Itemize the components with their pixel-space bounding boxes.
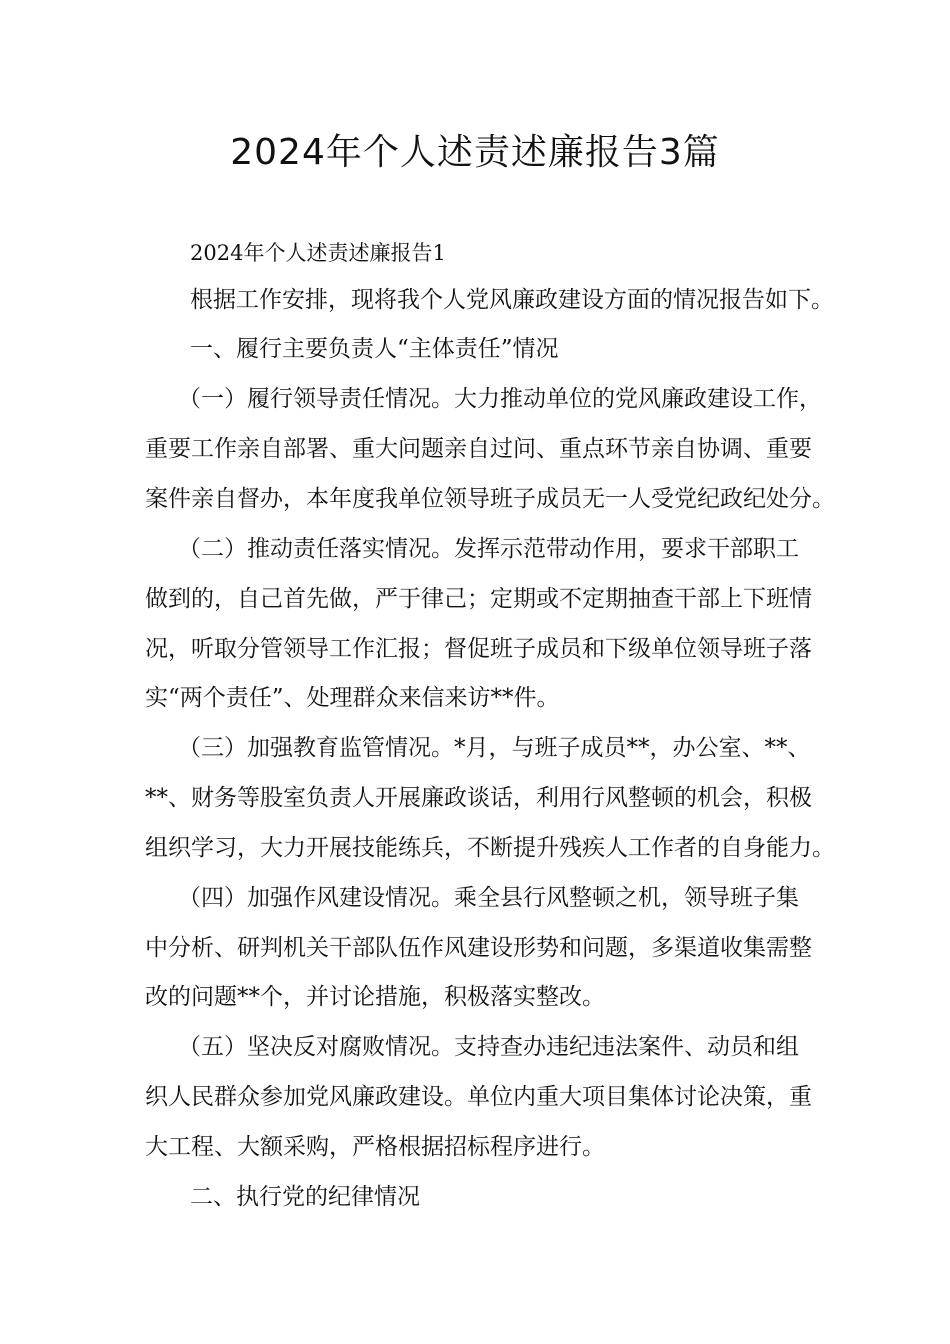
paragraph-line: 重要工作亲自部署、重大问题亲自过问、重点环节亲自协调、重要 <box>145 436 812 462</box>
paragraph-line: 根据工作安排，现将我个人党风廉政建设方面的情况报告如下。 <box>190 287 834 313</box>
paragraph-line: **、财务等股室负责人开展廉政谈话，利用行风整顿的机会，积极 <box>145 785 812 811</box>
paragraph-line: （五）坚决反对腐败情况。支持查办违纪违法案件、动员和组 <box>178 1034 799 1060</box>
paragraph-line: 组织学习，大力开展技能练兵，不断提升残疾人工作者的自身能力。 <box>145 835 835 861</box>
paragraph-line: （四）加强作风建设情况。乘全县行风整顿之机，领导班子集 <box>178 885 799 911</box>
section-heading: 2024年个人述责述廉报告1 <box>190 241 446 265</box>
paragraph-line: 大工程、大额采购，严格根据招标程序进行。 <box>145 1134 605 1160</box>
paragraph-line: 实“两个责任”、处理群众来信来访**件。 <box>145 685 560 711</box>
document-title: 2024年个人述责述廉报告3篇 <box>230 132 720 173</box>
paragraph-line: （三）加强教育监管情况。*月，与班子成员**，办公室、**、 <box>178 735 811 761</box>
paragraph-line: 织人民群众参加党风廉政建设。单位内重大项目集体讨论决策，重 <box>145 1084 812 1110</box>
paragraph-line: 况，听取分管领导工作汇报；督促班子成员和下级单位领导班子落 <box>145 636 812 662</box>
paragraph-line: 改的问题**个，并讨论措施，积极落实整改。 <box>145 984 605 1010</box>
paragraph-line: （一）履行领导责任情况。大力推动单位的党风廉政建设工作， <box>178 386 822 412</box>
paragraph-line: 中分析、研判机关干部队伍作风建设形势和问题，多渠道收集需整 <box>145 935 812 961</box>
section-heading: 一、履行主要负责人“主体责任”情况 <box>190 336 559 362</box>
paragraph-line: 做到的，自己首先做，严于律己；定期或不定期抽查干部上下班情 <box>145 586 812 612</box>
section-heading: 二、执行党的纪律情况 <box>190 1184 420 1210</box>
paragraph-line: 案件亲自督办，本年度我单位领导班子成员无一人受党纪政纪处分。 <box>145 486 835 512</box>
paragraph-line: （二）推动责任落实情况。发挥示范带动作用，要求干部职工 <box>178 536 799 562</box>
